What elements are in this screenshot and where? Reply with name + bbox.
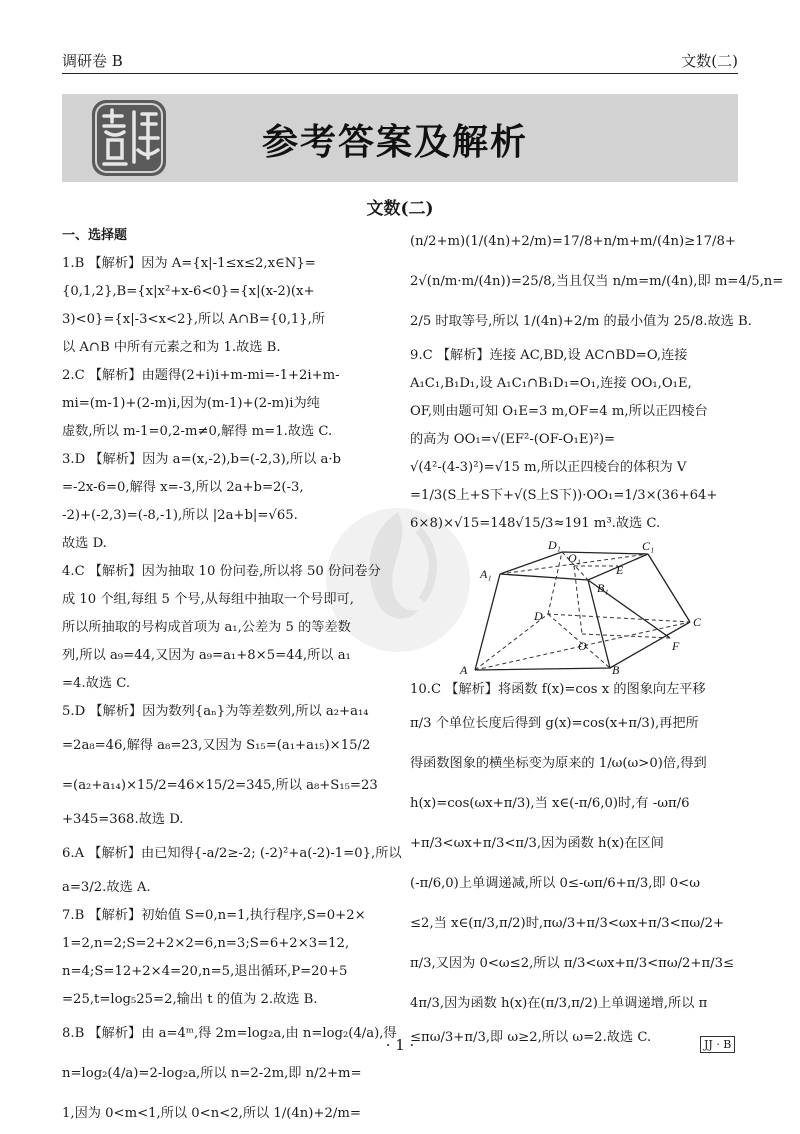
answer-line: =4.故选 C.	[62, 676, 131, 691]
label-c1: C₁	[642, 539, 655, 553]
answer-line: 的高为 OO₁=√(EF²-(OF-O₁E)²)=	[410, 432, 616, 447]
answer-line: 列,所以 a₉=44,又因为 a₉=a₁+8×5=44,所以 a₁	[62, 648, 351, 663]
page-number: · 1 ·	[385, 1036, 415, 1054]
right-column-lower	[410, 676, 740, 1052]
label-d1: D₁	[548, 538, 561, 552]
label-o1: O₁	[568, 551, 581, 565]
banner-title: 参考答案及解析	[262, 122, 529, 163]
label-a1: A₁	[480, 567, 492, 581]
answer-line: 2.C 【解析】由题得(2+i)i+m-mi=-1+2i+m-	[62, 368, 340, 383]
section-heading: 一、选择题	[62, 228, 128, 243]
answer-line: π/3 个单位长度后得到 g(x)=cos(x+π/3),再把所	[410, 716, 699, 731]
answer-line: a=3/2.故选 A.	[62, 880, 151, 895]
answer-line: 4π/3,因为函数 h(x)在(π/3,π/2)上单调递增,所以 π	[410, 996, 708, 1011]
answer-line: π/3,又因为 0<ω≤2,所以 π/3<ωx+π/3<πω/2+π/3≤	[410, 956, 735, 971]
answer-line: =(a₂+a₁₄)×15/2=46×15/2=345,所以 a₈+S₁₅=23	[62, 778, 378, 793]
page-header	[62, 48, 738, 74]
answer-line: 2√(n/m·m/(4n))=25/8,当且仅当 n/m=m/(4n),即 m=4/5,n=	[410, 274, 784, 289]
answer-line: 1,因为 0<m<1,所以 0<n<2,所以 1/(4n)+2/m=	[62, 1106, 361, 1121]
label-d: D	[534, 609, 543, 623]
answer-line: 故选 D.	[62, 536, 107, 551]
answer-line: 3)<0}={x|-3<x<2},所以 A∩B={0,1},所	[62, 312, 326, 327]
answer-line: h(x)=cos(ωx+π/3),当 x∈(-π/6,0)时,有 -ωπ/6	[410, 796, 690, 811]
label-b: B	[612, 663, 620, 677]
answer-line: ≤2,当 x∈(π/3,π/2)时,πω/3+π/3<ωx+π/3<πω/2+	[410, 916, 725, 931]
answer-line: n=log₂(4/a)=2-log₂a,所以 n=2-2m,即 n/2+m=	[62, 1066, 362, 1081]
answer-line: A₁C₁,B₁D₁,设 A₁C₁∩B₁D₁=O₁,连接 OO₁,O₁E,	[410, 376, 692, 391]
label-e: E	[616, 563, 624, 577]
answer-line: √(4²-(4-3)²)=√15 m,所以正四棱台的体积为 V	[410, 460, 687, 475]
label-f: F	[672, 639, 680, 653]
answer-line: 6×8)×√15=148√15/3≈191 m³.故选 C.	[410, 516, 661, 531]
page-subtitle: 文数(二)	[366, 199, 434, 219]
answer-line: (-π/6,0)上单调递减,所以 0≤-ωπ/6+π/3,即 0<ω	[410, 876, 700, 891]
answer-line: -2)+(-2,3)=(-8,-1),所以 |2a+b|=√65.	[62, 508, 298, 523]
answer-line: +345=368.故选 D.	[62, 812, 184, 827]
left-column	[62, 222, 402, 1134]
answer-line: mi=(m-1)+(2-m)i,因为(m-1)+(2-m)i为纯	[62, 396, 320, 411]
title-banner	[62, 94, 738, 182]
answer-line: =2a₈=46,解得 a₈=23,又因为 S₁₅=(a₁+a₁₅)×15/2	[62, 738, 371, 753]
answer-line: 3.D 【解析】因为 a=(x,-2),b=(-2,3),所以 a·b	[62, 452, 341, 467]
label-b1: B₁	[597, 581, 609, 595]
answer-line: ≤πω/3+π/3,即 ω≥2,所以 ω=2.故选 C.	[410, 1030, 652, 1045]
right-column	[410, 222, 784, 538]
answer-line: =-2x-6=0,解得 x=-3,所以 2a+b=2(-3,	[62, 480, 304, 495]
exam-label: 调研卷 B	[62, 52, 123, 70]
answer-line: 所以所抽取的号构成首项为 a₁,公差为 5 的等差数	[62, 620, 351, 635]
answer-line: {0,1,2},B={x|x²+x-6<0}={x|(x-2)(x+	[62, 284, 315, 299]
answer-line: n=4;S=12+2×4=20,n=5,退出循环,P=20+5	[62, 964, 348, 979]
answer-line: 1=2,n=2;S=2+2×2=6,n=3;S=6+2×3=12,	[62, 936, 350, 951]
answer-line: 6.A 【解析】由已知得{-a/2≥-2; (-2)²+a(-2)-1=0},所以	[62, 846, 402, 861]
label-c: C	[693, 615, 702, 629]
answer-line: 2/5 时取等号,所以 1/(4n)+2/m 的最小值为 25/8.故选 B.	[410, 314, 752, 329]
paper-code-badge: JJ · B	[700, 1036, 735, 1053]
answer-line: 成 10 个组,每组 5 个号,从每组中抽取一个号即可,	[62, 592, 354, 607]
answer-line: +π/3<ωx+π/3<π/3,因为函数 h(x)在区间	[410, 836, 664, 851]
answer-line: =25,t=log₅25=2,输出 t 的值为 2.故选 B.	[62, 992, 318, 1007]
answer-line: 10.C 【解析】将函数 f(x)=cos x 的图象向左平移	[410, 682, 706, 697]
answer-line: 5.D 【解析】因为数列{aₙ}为等差数列,所以 a₂+a₁₄	[62, 704, 369, 719]
subject-label: 文数(二)	[681, 52, 738, 70]
answer-line: OF,则由题可知 O₁E=3 m,OF=4 m,所以正四棱台	[410, 404, 708, 419]
label-a: A	[460, 663, 468, 677]
answer-line: 虚数,所以 m-1=0,2-m≠0,解得 m=1.故选 C.	[62, 424, 333, 439]
answer-line: 得函数图象的横坐标变为原来的 1/ω(ω>0)倍,得到	[410, 756, 707, 771]
answer-line: 8.B 【解析】由 a=4ᵐ,得 2m=log₂a,由 n=log₂(4/a),得	[62, 1026, 397, 1041]
frustum-diagram	[440, 538, 720, 676]
answer-line: (n/2+m)(1/(4n)+2/m)=17/8+n/m+m/(4n)≥17/8+	[410, 234, 736, 249]
answer-line: 4.C 【解析】因为抽取 10 份问卷,所以将 50 份问卷分	[62, 564, 381, 579]
answer-line: 以 A∩B 中所有元素之和为 1.故选 B.	[62, 340, 281, 355]
label-o: O	[578, 639, 587, 653]
answer-line: =1/3(S上+S下+√(S上S下))·OO₁=1/3×(36+64+	[410, 488, 718, 503]
answer-line: 9.C 【解析】连接 AC,BD,设 AC∩BD=O,连接	[410, 348, 688, 363]
answer-line: 1.B 【解析】因为 A={x|-1≤x≤2,x∈N}=	[62, 256, 316, 271]
answer-line: 7.B 【解析】初始值 S=0,n=1,执行程序,S=0+2×	[62, 908, 366, 923]
calligraphy-seal-icon	[90, 98, 168, 178]
